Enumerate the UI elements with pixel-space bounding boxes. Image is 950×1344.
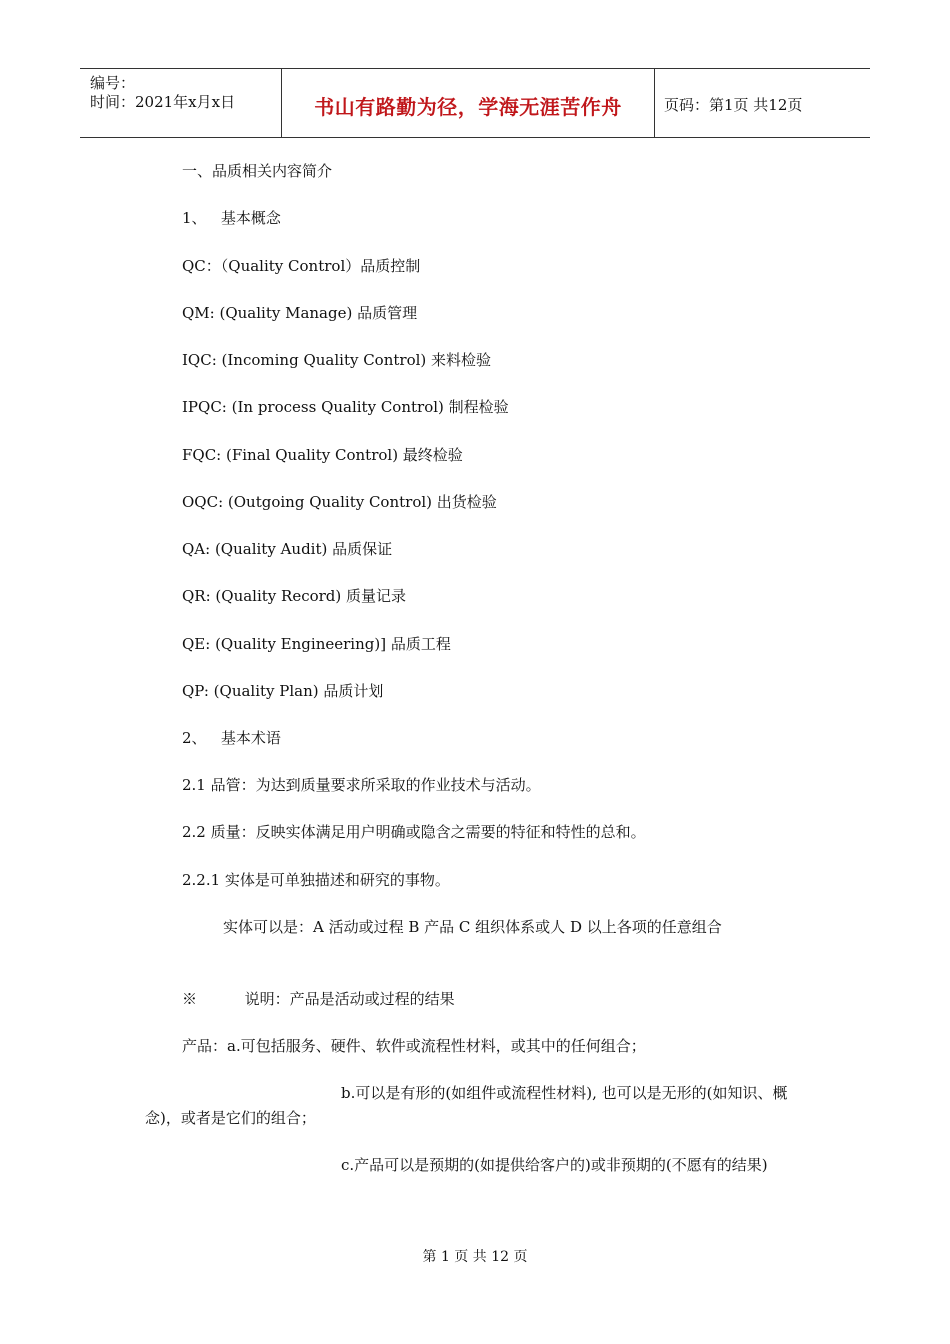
note-line: ※ 说明：产品是活动或过程的结果 xyxy=(182,990,455,1008)
motto: 书山有路勤为径，学海无涯苦作舟 xyxy=(314,95,622,119)
concept-item: QC：（Quality Control）品质控制 xyxy=(182,257,421,275)
time-label: 时间：2021年x月x日 xyxy=(90,93,236,111)
term-definition: 2.2.1 实体是可单独描述和研究的事物。 xyxy=(182,871,450,889)
subsection-heading: 2、 基本术语 xyxy=(182,729,281,747)
product-item-c: c.产品可以是预期的(如提供给客户的)或非预期的(不愿有的结果) xyxy=(341,1156,768,1174)
header-divider xyxy=(654,69,655,137)
term-definition: 2.1 品管：为达到质量要求所采取的作业技术与活动。 xyxy=(182,776,541,794)
entity-paragraph: 实体可以是：A 活动或过程 B 产品 C 组织体系或人 D 以上各项的任意组合 xyxy=(223,918,722,936)
concept-item: IQC: (Incoming Quality Control) 来料检验 xyxy=(182,351,492,369)
concept-item: IPQC: (In process Quality Control) 制程检验 xyxy=(182,398,509,416)
concept-item: QA: (Quality Audit) 品质保证 xyxy=(182,540,393,558)
page-footer: 第 1 页 共 12 页 xyxy=(422,1249,528,1265)
page-indicator: 页码：第1页 共12页 xyxy=(664,96,803,114)
product-item-b: b.可以是有形的(如组件或流程性材料), 也可以是无形的(如知识、概念)，或者是它们的组合； xyxy=(145,1084,788,1127)
concept-item: QR: (Quality Record) 质量记录 xyxy=(182,587,407,605)
subsection-heading: 1、 基本概念 xyxy=(182,209,281,227)
concept-item: QM: (Quality Manage) 品质管理 xyxy=(182,304,418,322)
concept-item: QP: (Quality Plan) 品质计划 xyxy=(182,682,384,700)
number-label: 编号： xyxy=(90,74,136,92)
section-heading: 一、品质相关内容简介 xyxy=(182,162,333,180)
concept-item: QE: (Quality Engineering)] 品质工程 xyxy=(182,635,451,653)
concept-item: OQC: (Outgoing Quality Control) 出货检验 xyxy=(182,493,497,511)
product-item-a: 产品：a.可包括服务、硬件、软件或流程性材料，或其中的任何组合； xyxy=(182,1037,646,1055)
term-definition: 2.2 质量：反映实体满足用户明确或隐含之需要的特征和特性的总和。 xyxy=(182,823,646,841)
page-header xyxy=(80,68,870,138)
concept-item: FQC: (Final Quality Control) 最终检验 xyxy=(182,446,463,464)
